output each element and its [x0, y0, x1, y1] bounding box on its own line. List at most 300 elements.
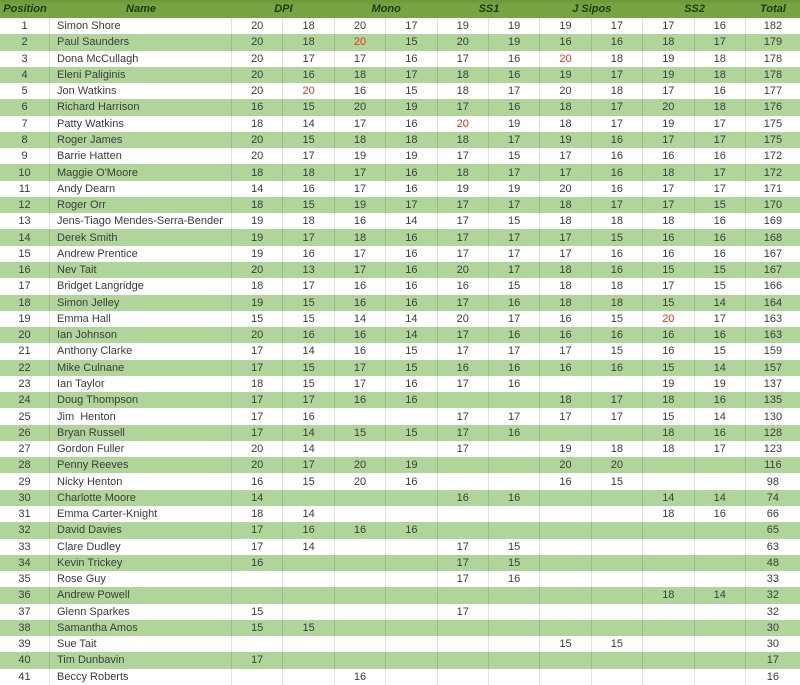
score-cell-jsipos-1[interactable]: 16 [540, 360, 591, 376]
score-cell-mono-2[interactable]: 16 [386, 376, 437, 392]
score-cell-mono-1[interactable]: 17 [335, 181, 386, 197]
score-cell-ss1-1[interactable]: 17 [438, 246, 489, 262]
name-cell[interactable]: Sue Tait [50, 636, 232, 652]
score-cell-ss1-1[interactable]: 19 [438, 181, 489, 197]
score-cell-ss2-2[interactable]: 18 [695, 67, 746, 83]
score-cell-mono-2[interactable]: 14 [386, 327, 437, 343]
score-cell-jsipos-1[interactable]: 18 [540, 278, 591, 294]
score-cell-ss1-1[interactable]: 17 [438, 213, 489, 229]
score-cell-ss1-2[interactable]: 19 [489, 116, 540, 132]
score-cell-ss2-1[interactable]: 16 [643, 246, 694, 262]
score-cell-ss2-2[interactable]: 14 [695, 490, 746, 506]
name-cell[interactable]: Gordon Fuller [50, 441, 232, 457]
score-cell-ss1-1[interactable]: 18 [438, 67, 489, 83]
score-cell-jsipos-1[interactable]: 17 [540, 343, 591, 359]
score-cell-jsipos-2[interactable] [592, 425, 643, 441]
score-cell-jsipos-2[interactable]: 17 [592, 67, 643, 83]
name-cell[interactable]: Glenn Sparkes [50, 604, 232, 620]
score-cell-mono-1[interactable]: 16 [335, 83, 386, 99]
score-cell-mono-1[interactable]: 20 [335, 473, 386, 489]
score-cell-dpi-2[interactable]: 16 [283, 408, 334, 424]
score-cell-jsipos-1[interactable] [540, 506, 591, 522]
score-cell-dpi-1[interactable]: 15 [232, 604, 283, 620]
name-cell[interactable]: Simon Jelley [50, 295, 232, 311]
name-cell[interactable]: Ian Johnson [50, 327, 232, 343]
score-cell-ss2-2[interactable]: 14 [695, 587, 746, 603]
score-cell-dpi-1[interactable]: 18 [232, 376, 283, 392]
score-cell-ss1-2[interactable] [489, 473, 540, 489]
score-cell-ss1-2[interactable] [489, 392, 540, 408]
total-cell[interactable]: 170 [763, 199, 783, 212]
score-cell-dpi-1[interactable]: 20 [232, 34, 283, 50]
position-cell[interactable]: 7 [0, 116, 50, 132]
total-cell[interactable]: 63 [766, 540, 780, 553]
score-cell-ss2-2[interactable] [695, 604, 746, 620]
score-cell-ss1-2[interactable]: 17 [489, 246, 540, 262]
score-cell-ss1-2[interactable]: 19 [489, 181, 540, 197]
score-cell-mono-1[interactable]: 16 [335, 343, 386, 359]
score-cell-ss2-1[interactable] [643, 522, 694, 538]
score-cell-ss2-1[interactable]: 18 [643, 164, 694, 180]
score-cell-jsipos-2[interactable] [592, 555, 643, 571]
position-cell[interactable]: 2 [0, 34, 50, 50]
score-cell-ss2-1[interactable]: 17 [643, 18, 694, 34]
score-cell-mono-2[interactable]: 19 [386, 148, 437, 164]
score-cell-ss2-1[interactable]: 17 [643, 83, 694, 99]
score-cell-ss2-1[interactable]: 16 [643, 327, 694, 343]
score-cell-ss1-1[interactable]: 17 [438, 343, 489, 359]
score-cell-ss2-2[interactable] [695, 473, 746, 489]
total-cell[interactable]: 74 [766, 491, 780, 504]
position-cell[interactable]: 9 [0, 148, 50, 164]
score-cell-mono-1[interactable]: 19 [335, 148, 386, 164]
score-cell-ss1-1[interactable]: 17 [438, 327, 489, 343]
score-cell-dpi-1[interactable]: 20 [232, 148, 283, 164]
total-cell[interactable]: 176 [763, 101, 783, 114]
name-cell[interactable]: Clare Dudley [50, 539, 232, 555]
score-cell-mono-1[interactable]: 19 [335, 197, 386, 213]
score-cell-jsipos-2[interactable]: 17 [592, 99, 643, 115]
score-cell-ss1-2[interactable] [489, 636, 540, 652]
name-cell[interactable]: David Davies [50, 522, 232, 538]
score-cell-mono-2[interactable] [386, 620, 437, 636]
score-cell-mono-2[interactable] [386, 669, 437, 685]
name-cell[interactable]: Anthony Clarke [50, 343, 232, 359]
name-cell[interactable]: Roger Orr [50, 197, 232, 213]
total-cell[interactable]: 172 [763, 150, 783, 163]
score-cell-jsipos-2[interactable]: 17 [592, 116, 643, 132]
name-cell[interactable]: Roger James [50, 132, 232, 148]
score-cell-dpi-2[interactable]: 15 [283, 376, 334, 392]
position-cell[interactable]: 31 [0, 506, 50, 522]
position-cell[interactable]: 11 [0, 181, 50, 197]
total-cell[interactable]: 167 [763, 247, 783, 260]
score-cell-jsipos-2[interactable] [592, 490, 643, 506]
total-cell[interactable]: 157 [763, 361, 783, 374]
total-cell[interactable]: 166 [763, 280, 783, 293]
score-cell-dpi-2[interactable]: 16 [283, 181, 334, 197]
position-cell[interactable]: 6 [0, 99, 50, 115]
score-cell-dpi-1[interactable]: 17 [232, 539, 283, 555]
score-cell-mono-2[interactable]: 16 [386, 246, 437, 262]
total-cell[interactable]: 169 [763, 215, 783, 228]
score-cell-mono-1[interactable]: 17 [335, 164, 386, 180]
score-cell-dpi-1[interactable] [232, 571, 283, 587]
score-cell-jsipos-1[interactable]: 16 [540, 473, 591, 489]
score-cell-ss2-2[interactable] [695, 571, 746, 587]
score-cell-jsipos-1[interactable] [540, 652, 591, 668]
score-cell-jsipos-2[interactable]: 16 [592, 262, 643, 278]
score-cell-dpi-1[interactable]: 20 [232, 18, 283, 34]
score-cell-dpi-1[interactable]: 18 [232, 278, 283, 294]
score-cell-mono-1[interactable]: 16 [335, 669, 386, 685]
score-cell-dpi-2[interactable]: 16 [283, 67, 334, 83]
score-cell-mono-2[interactable]: 15 [386, 83, 437, 99]
position-cell[interactable]: 21 [0, 343, 50, 359]
score-cell-mono-2[interactable]: 19 [386, 457, 437, 473]
position-cell[interactable]: 26 [0, 425, 50, 441]
position-cell[interactable]: 4 [0, 67, 50, 83]
total-cell[interactable]: 182 [763, 20, 783, 33]
total-cell[interactable]: 178 [763, 52, 783, 65]
score-cell-dpi-2[interactable]: 15 [283, 132, 334, 148]
score-cell-jsipos-1[interactable]: 18 [540, 116, 591, 132]
score-cell-ss2-2[interactable] [695, 555, 746, 571]
position-cell[interactable]: 32 [0, 522, 50, 538]
score-cell-jsipos-1[interactable] [540, 669, 591, 685]
score-cell-dpi-1[interactable]: 18 [232, 197, 283, 213]
score-cell-mono-2[interactable]: 14 [386, 213, 437, 229]
score-cell-jsipos-2[interactable] [592, 539, 643, 555]
score-cell-dpi-1[interactable]: 20 [232, 67, 283, 83]
score-cell-jsipos-1[interactable] [540, 376, 591, 392]
score-cell-dpi-2[interactable]: 20 [283, 83, 334, 99]
score-cell-ss1-2[interactable]: 15 [489, 555, 540, 571]
score-cell-jsipos-2[interactable]: 18 [592, 83, 643, 99]
score-cell-ss2-2[interactable] [695, 636, 746, 652]
score-cell-jsipos-1[interactable]: 17 [540, 246, 591, 262]
score-cell-jsipos-2[interactable] [592, 571, 643, 587]
score-cell-mono-1[interactable]: 16 [335, 213, 386, 229]
score-cell-ss1-2[interactable]: 17 [489, 408, 540, 424]
score-cell-ss2-2[interactable]: 17 [695, 116, 746, 132]
score-cell-jsipos-1[interactable]: 17 [540, 408, 591, 424]
name-cell[interactable]: Mike Culnane [50, 360, 232, 376]
score-cell-ss1-2[interactable]: 17 [489, 229, 540, 245]
score-cell-mono-1[interactable]: 18 [335, 229, 386, 245]
total-cell[interactable]: 175 [763, 133, 783, 146]
score-cell-ss1-2[interactable]: 19 [489, 18, 540, 34]
score-cell-jsipos-1[interactable]: 18 [540, 262, 591, 278]
position-cell[interactable]: 14 [0, 229, 50, 245]
total-cell[interactable]: 163 [763, 312, 783, 325]
score-cell-mono-1[interactable]: 17 [335, 51, 386, 67]
score-cell-ss2-1[interactable]: 15 [643, 360, 694, 376]
score-cell-ss2-2[interactable]: 18 [695, 51, 746, 67]
score-cell-dpi-1[interactable]: 20 [232, 83, 283, 99]
total-cell[interactable]: 32 [766, 605, 780, 618]
position-cell[interactable]: 20 [0, 327, 50, 343]
name-cell[interactable]: Simon Shore [50, 18, 232, 34]
score-cell-mono-1[interactable] [335, 555, 386, 571]
score-cell-jsipos-1[interactable] [540, 587, 591, 603]
score-cell-ss1-1[interactable]: 17 [438, 408, 489, 424]
score-cell-mono-2[interactable]: 16 [386, 164, 437, 180]
score-cell-ss1-2[interactable]: 17 [489, 262, 540, 278]
score-cell-mono-2[interactable]: 16 [386, 181, 437, 197]
score-cell-ss1-1[interactable] [438, 506, 489, 522]
score-cell-ss1-1[interactable]: 17 [438, 441, 489, 457]
score-cell-dpi-2[interactable]: 17 [283, 229, 334, 245]
position-cell[interactable]: 34 [0, 555, 50, 571]
score-cell-mono-1[interactable]: 17 [335, 116, 386, 132]
total-cell[interactable]: 168 [763, 231, 783, 244]
score-cell-dpi-1[interactable]: 17 [232, 522, 283, 538]
score-cell-dpi-2[interactable] [283, 490, 334, 506]
name-cell[interactable]: Jon Watkins [50, 83, 232, 99]
score-cell-ss2-1[interactable]: 17 [643, 197, 694, 213]
score-cell-ss2-2[interactable] [695, 539, 746, 555]
position-cell[interactable]: 37 [0, 604, 50, 620]
total-cell[interactable]: 123 [763, 443, 783, 456]
score-cell-ss1-2[interactable]: 16 [489, 360, 540, 376]
position-cell[interactable]: 17 [0, 278, 50, 294]
score-cell-dpi-2[interactable]: 15 [283, 360, 334, 376]
score-cell-dpi-1[interactable] [232, 636, 283, 652]
score-cell-mono-1[interactable] [335, 408, 386, 424]
score-cell-ss1-2[interactable]: 16 [489, 327, 540, 343]
score-cell-mono-2[interactable]: 16 [386, 278, 437, 294]
score-cell-dpi-2[interactable]: 14 [283, 343, 334, 359]
score-cell-jsipos-2[interactable] [592, 652, 643, 668]
score-cell-mono-1[interactable]: 20 [335, 99, 386, 115]
score-cell-jsipos-2[interactable]: 17 [592, 18, 643, 34]
score-cell-mono-2[interactable] [386, 408, 437, 424]
position-cell[interactable]: 3 [0, 51, 50, 67]
position-cell[interactable]: 25 [0, 408, 50, 424]
score-cell-ss1-2[interactable] [489, 587, 540, 603]
score-cell-mono-1[interactable] [335, 490, 386, 506]
score-cell-jsipos-1[interactable]: 16 [540, 311, 591, 327]
score-cell-jsipos-2[interactable]: 16 [592, 148, 643, 164]
total-cell[interactable]: 179 [763, 36, 783, 49]
score-cell-ss2-2[interactable]: 15 [695, 278, 746, 294]
score-cell-ss1-2[interactable]: 16 [489, 571, 540, 587]
score-cell-dpi-2[interactable] [283, 636, 334, 652]
score-cell-mono-2[interactable] [386, 587, 437, 603]
position-cell[interactable]: 5 [0, 83, 50, 99]
name-cell[interactable]: Patty Watkins [50, 116, 232, 132]
score-cell-ss1-2[interactable]: 17 [489, 343, 540, 359]
score-cell-dpi-1[interactable]: 19 [232, 213, 283, 229]
name-cell[interactable]: Bryan Russell [50, 425, 232, 441]
name-cell[interactable]: Barrie Hatten [50, 148, 232, 164]
score-cell-dpi-1[interactable]: 20 [232, 327, 283, 343]
score-cell-ss2-1[interactable] [643, 457, 694, 473]
score-cell-jsipos-1[interactable]: 15 [540, 636, 591, 652]
score-cell-ss2-1[interactable]: 18 [643, 392, 694, 408]
score-cell-jsipos-2[interactable] [592, 522, 643, 538]
score-cell-dpi-1[interactable] [232, 669, 283, 685]
score-cell-ss1-2[interactable]: 16 [489, 99, 540, 115]
score-cell-ss1-2[interactable]: 17 [489, 164, 540, 180]
score-cell-ss2-1[interactable]: 18 [643, 587, 694, 603]
score-cell-ss2-1[interactable]: 19 [643, 67, 694, 83]
score-cell-mono-2[interactable]: 16 [386, 262, 437, 278]
name-cell[interactable]: Emma Hall [50, 311, 232, 327]
score-cell-ss2-2[interactable]: 18 [695, 99, 746, 115]
score-cell-dpi-2[interactable]: 14 [283, 441, 334, 457]
total-cell[interactable]: 177 [763, 85, 783, 98]
score-cell-mono-2[interactable]: 16 [386, 229, 437, 245]
score-cell-ss2-2[interactable]: 16 [695, 18, 746, 34]
score-cell-dpi-2[interactable]: 15 [283, 197, 334, 213]
score-cell-mono-2[interactable]: 16 [386, 116, 437, 132]
score-cell-ss2-1[interactable]: 18 [643, 213, 694, 229]
score-cell-mono-2[interactable]: 17 [386, 197, 437, 213]
score-cell-ss2-1[interactable]: 17 [643, 132, 694, 148]
score-cell-dpi-2[interactable]: 15 [283, 311, 334, 327]
score-cell-dpi-1[interactable]: 20 [232, 132, 283, 148]
score-cell-ss2-2[interactable]: 16 [695, 327, 746, 343]
total-cell[interactable]: 159 [763, 345, 783, 358]
score-cell-mono-1[interactable]: 17 [335, 262, 386, 278]
header-jsipos[interactable]: J Sipos [572, 3, 612, 15]
score-cell-ss1-2[interactable]: 17 [489, 132, 540, 148]
score-cell-mono-2[interactable]: 16 [386, 392, 437, 408]
score-cell-jsipos-1[interactable] [540, 604, 591, 620]
score-cell-ss2-2[interactable]: 14 [695, 295, 746, 311]
score-cell-mono-2[interactable]: 18 [386, 132, 437, 148]
total-cell[interactable]: 33 [766, 573, 780, 586]
position-cell[interactable]: 18 [0, 295, 50, 311]
score-cell-dpi-2[interactable]: 18 [283, 164, 334, 180]
score-cell-ss2-2[interactable]: 16 [695, 213, 746, 229]
score-cell-ss1-1[interactable] [438, 587, 489, 603]
score-cell-dpi-1[interactable]: 20 [232, 262, 283, 278]
score-cell-jsipos-2[interactable]: 16 [592, 181, 643, 197]
score-cell-jsipos-1[interactable]: 20 [540, 51, 591, 67]
name-cell[interactable]: Bridget Langridge [50, 278, 232, 294]
header-ss1[interactable]: SS1 [478, 3, 500, 15]
score-cell-ss2-1[interactable]: 16 [643, 343, 694, 359]
score-cell-dpi-2[interactable]: 18 [283, 34, 334, 50]
score-cell-ss1-2[interactable]: 16 [489, 425, 540, 441]
score-cell-jsipos-1[interactable]: 18 [540, 197, 591, 213]
score-cell-ss1-1[interactable]: 20 [438, 116, 489, 132]
score-cell-ss2-1[interactable]: 14 [643, 490, 694, 506]
score-cell-mono-1[interactable]: 16 [335, 392, 386, 408]
score-cell-ss2-1[interactable]: 17 [643, 181, 694, 197]
score-cell-dpi-1[interactable]: 18 [232, 506, 283, 522]
name-cell[interactable]: Jens-Tiago Mendes-Serra-Bender [50, 213, 232, 229]
score-cell-dpi-1[interactable]: 15 [232, 620, 283, 636]
score-cell-ss1-1[interactable]: 20 [438, 34, 489, 50]
score-cell-ss2-2[interactable]: 16 [695, 246, 746, 262]
score-cell-ss2-1[interactable]: 15 [643, 408, 694, 424]
score-cell-ss2-1[interactable]: 18 [643, 425, 694, 441]
total-cell[interactable]: 116 [764, 459, 782, 472]
score-cell-jsipos-1[interactable]: 19 [540, 441, 591, 457]
score-cell-mono-1[interactable]: 17 [335, 246, 386, 262]
position-cell[interactable]: 22 [0, 360, 50, 376]
score-cell-mono-1[interactable]: 18 [335, 67, 386, 83]
score-cell-ss1-2[interactable]: 17 [489, 311, 540, 327]
score-cell-dpi-2[interactable] [283, 669, 334, 685]
score-cell-mono-1[interactable]: 16 [335, 278, 386, 294]
score-cell-jsipos-2[interactable]: 15 [592, 473, 643, 489]
score-cell-mono-2[interactable] [386, 571, 437, 587]
position-cell[interactable]: 24 [0, 392, 50, 408]
score-cell-jsipos-1[interactable]: 18 [540, 99, 591, 115]
score-cell-mono-1[interactable] [335, 604, 386, 620]
score-cell-ss1-1[interactable]: 17 [438, 571, 489, 587]
score-cell-ss2-1[interactable] [643, 620, 694, 636]
score-cell-dpi-1[interactable]: 16 [232, 99, 283, 115]
score-cell-dpi-2[interactable]: 15 [283, 473, 334, 489]
score-cell-dpi-2[interactable]: 16 [283, 327, 334, 343]
name-cell[interactable]: Richard Harrison [50, 99, 232, 115]
score-cell-mono-1[interactable]: 16 [335, 327, 386, 343]
score-cell-jsipos-2[interactable]: 15 [592, 311, 643, 327]
score-cell-ss1-1[interactable]: 20 [438, 311, 489, 327]
score-cell-ss2-1[interactable]: 20 [643, 99, 694, 115]
total-cell[interactable]: 175 [763, 117, 783, 130]
score-cell-mono-1[interactable] [335, 620, 386, 636]
score-cell-mono-2[interactable]: 15 [386, 343, 437, 359]
score-cell-ss1-2[interactable] [489, 669, 540, 685]
position-cell[interactable]: 1 [0, 18, 50, 34]
header-mono[interactable]: Mono [371, 3, 401, 15]
position-cell[interactable]: 16 [0, 262, 50, 278]
score-cell-mono-1[interactable]: 20 [335, 457, 386, 473]
score-cell-mono-1[interactable] [335, 636, 386, 652]
score-cell-jsipos-2[interactable]: 16 [592, 360, 643, 376]
score-cell-ss2-2[interactable]: 15 [695, 262, 746, 278]
position-cell[interactable]: 13 [0, 213, 50, 229]
score-cell-dpi-1[interactable]: 17 [232, 392, 283, 408]
score-cell-dpi-2[interactable] [283, 652, 334, 668]
score-cell-jsipos-2[interactable]: 16 [592, 132, 643, 148]
score-cell-ss2-2[interactable]: 16 [695, 229, 746, 245]
score-cell-ss1-1[interactable]: 17 [438, 539, 489, 555]
total-cell[interactable]: 66 [766, 508, 780, 521]
position-cell[interactable]: 8 [0, 132, 50, 148]
score-cell-ss2-2[interactable] [695, 669, 746, 685]
score-cell-mono-1[interactable]: 15 [335, 425, 386, 441]
header-total[interactable]: Total [760, 3, 786, 15]
position-cell[interactable]: 30 [0, 490, 50, 506]
score-cell-ss2-2[interactable]: 16 [695, 83, 746, 99]
score-cell-ss1-2[interactable] [489, 604, 540, 620]
score-cell-mono-1[interactable]: 16 [335, 295, 386, 311]
score-cell-ss2-2[interactable]: 15 [695, 343, 746, 359]
score-cell-jsipos-2[interactable] [592, 376, 643, 392]
score-cell-ss1-2[interactable] [489, 441, 540, 457]
score-cell-ss1-2[interactable] [489, 652, 540, 668]
score-cell-ss1-2[interactable] [489, 457, 540, 473]
score-cell-ss2-1[interactable]: 17 [643, 278, 694, 294]
score-cell-mono-1[interactable]: 16 [335, 522, 386, 538]
name-cell[interactable]: Andy Dearn [50, 181, 232, 197]
score-cell-ss1-1[interactable]: 17 [438, 229, 489, 245]
name-cell[interactable]: Charlotte Moore [50, 490, 232, 506]
score-cell-ss1-1[interactable]: 17 [438, 376, 489, 392]
score-cell-ss1-1[interactable]: 18 [438, 164, 489, 180]
score-cell-mono-1[interactable]: 17 [335, 360, 386, 376]
score-cell-jsipos-2[interactable] [592, 506, 643, 522]
score-cell-dpi-1[interactable]: 18 [232, 164, 283, 180]
